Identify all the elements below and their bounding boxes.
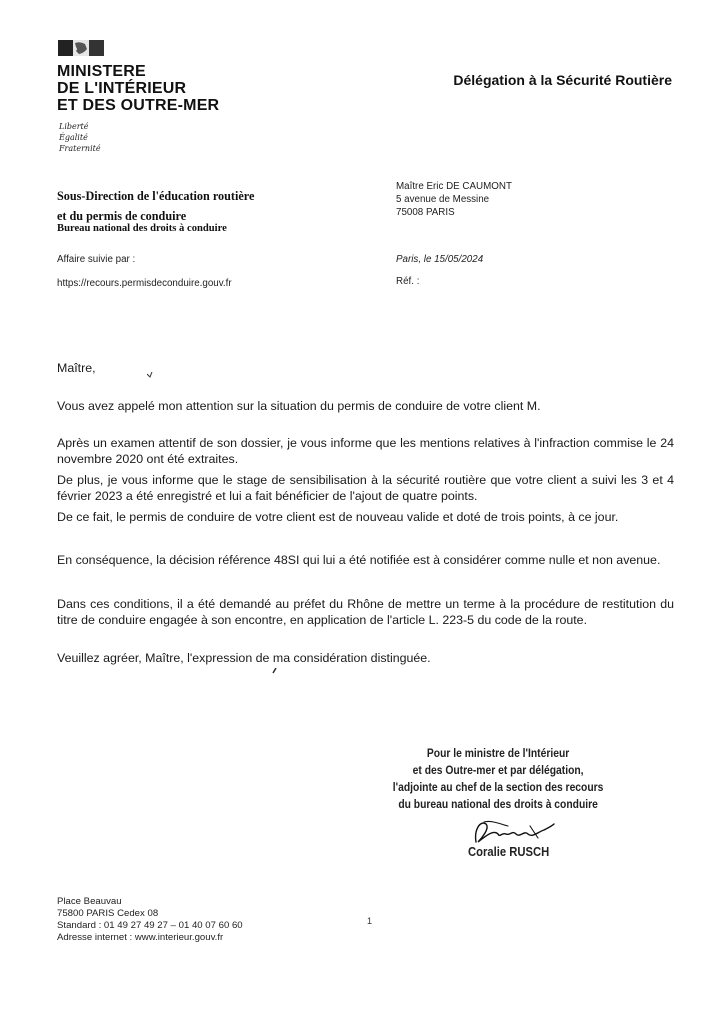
footer-line-1: Place Beauvau [57, 896, 122, 907]
subdirection-name [57, 186, 254, 226]
reference-label: Réf. : [396, 276, 420, 287]
motto-liberte: Liberté [59, 122, 89, 131]
republic-motto [59, 121, 101, 154]
ministry-line-3: ET DES OUTRE-MER [57, 97, 220, 114]
footer-address [57, 896, 243, 944]
affaire-suivie-label: Affaire suivie par : [57, 254, 136, 265]
motto-egalite: Égalité [59, 133, 88, 142]
paragraph-2: Après un examen attentif de son dossier, je vous informe que les mentions relatives à l'infraction commise le 24 novembre 2020 ont été extraites. [57, 436, 674, 466]
recipient-address [396, 180, 512, 219]
motto-fraternite: Fraternité [59, 144, 101, 153]
delegation-title: Délégation à la Sécurité Routière [453, 72, 672, 88]
footer-line-3: Standard : 01 49 27 49 27 – 01 40 07 60 60 [57, 920, 243, 931]
stamp-line-1: Pour le ministre de l'Intérieur [426, 746, 570, 760]
recipient-name: Maître Eric DE CAUMONT [396, 181, 512, 192]
recipient-street: 5 avenue de Messine [396, 194, 490, 205]
paragraph-5: En conséquence, la décision référence 48SI qui lui a été notifiée est à considérer comme nulle et non avenue. [57, 553, 661, 567]
paragraph-6: Dans ces conditions, il a été demandé au préfet du Rhône de mettre un terme à la procédure de restitution du titre de conduire engagée à son encontre, en application de l'article L. 223-5 du code de la route. [57, 597, 674, 627]
subdirection-line-1: Sous-Direction de l'éducation routière [57, 189, 255, 203]
ink-speck [147, 372, 153, 378]
recours-url: https://recours.permisdeconduire.gouv.fr [57, 278, 232, 289]
paragraph-4: De ce fait, le permis de conduire de votre client est de nouveau valide et doté de trois points, à ce jour. [57, 510, 619, 524]
ministry-line-2: DE L'INTÉRIEUR [57, 80, 187, 97]
marianne-logo-icon [58, 40, 104, 56]
stamp-line-4: du bureau national des droits à conduire [398, 797, 598, 811]
paragraph-3: De plus, je vous informe que le stage de sensibilisation à la sécurité routière que votre client a suivi les 3 et 4 février 2023 a été enregistré et lui a fait bénéficier de l'ajout de quatre points. [57, 473, 674, 503]
paragraph-1: Vous avez appelé mon attention sur la situation du permis de conduire de votre client M. [57, 399, 541, 413]
page-number: 1 [367, 916, 373, 926]
recipient-city: 75008 PARIS [396, 207, 455, 218]
ministry-line-1: MINISTERE [57, 63, 146, 80]
date-line: Paris, le 15/05/2024 [396, 254, 484, 265]
salutation: Maître, [57, 361, 96, 375]
bureau-name: Bureau national des droits à conduire [57, 223, 227, 234]
closing-formula: Veuillez agréer, Maître, l'expression de ma considération distinguée. [57, 651, 431, 665]
signature-stamp [382, 745, 614, 813]
footer-line-2: 75800 PARIS Cedex 08 [57, 908, 159, 919]
signer-name: Coralie RUSCH [468, 845, 550, 859]
footer-line-4: Adresse internet : www.interieur.gouv.fr [57, 932, 224, 943]
stamp-line-3: l'adjointe au chef de la section des recours [392, 780, 604, 794]
subdirection-line-2: et du permis de conduire [57, 209, 187, 223]
ministry-name [57, 63, 219, 114]
stamp-line-2: et des Outre-mer et par délégation, [412, 763, 584, 777]
ink-speck [272, 668, 277, 674]
